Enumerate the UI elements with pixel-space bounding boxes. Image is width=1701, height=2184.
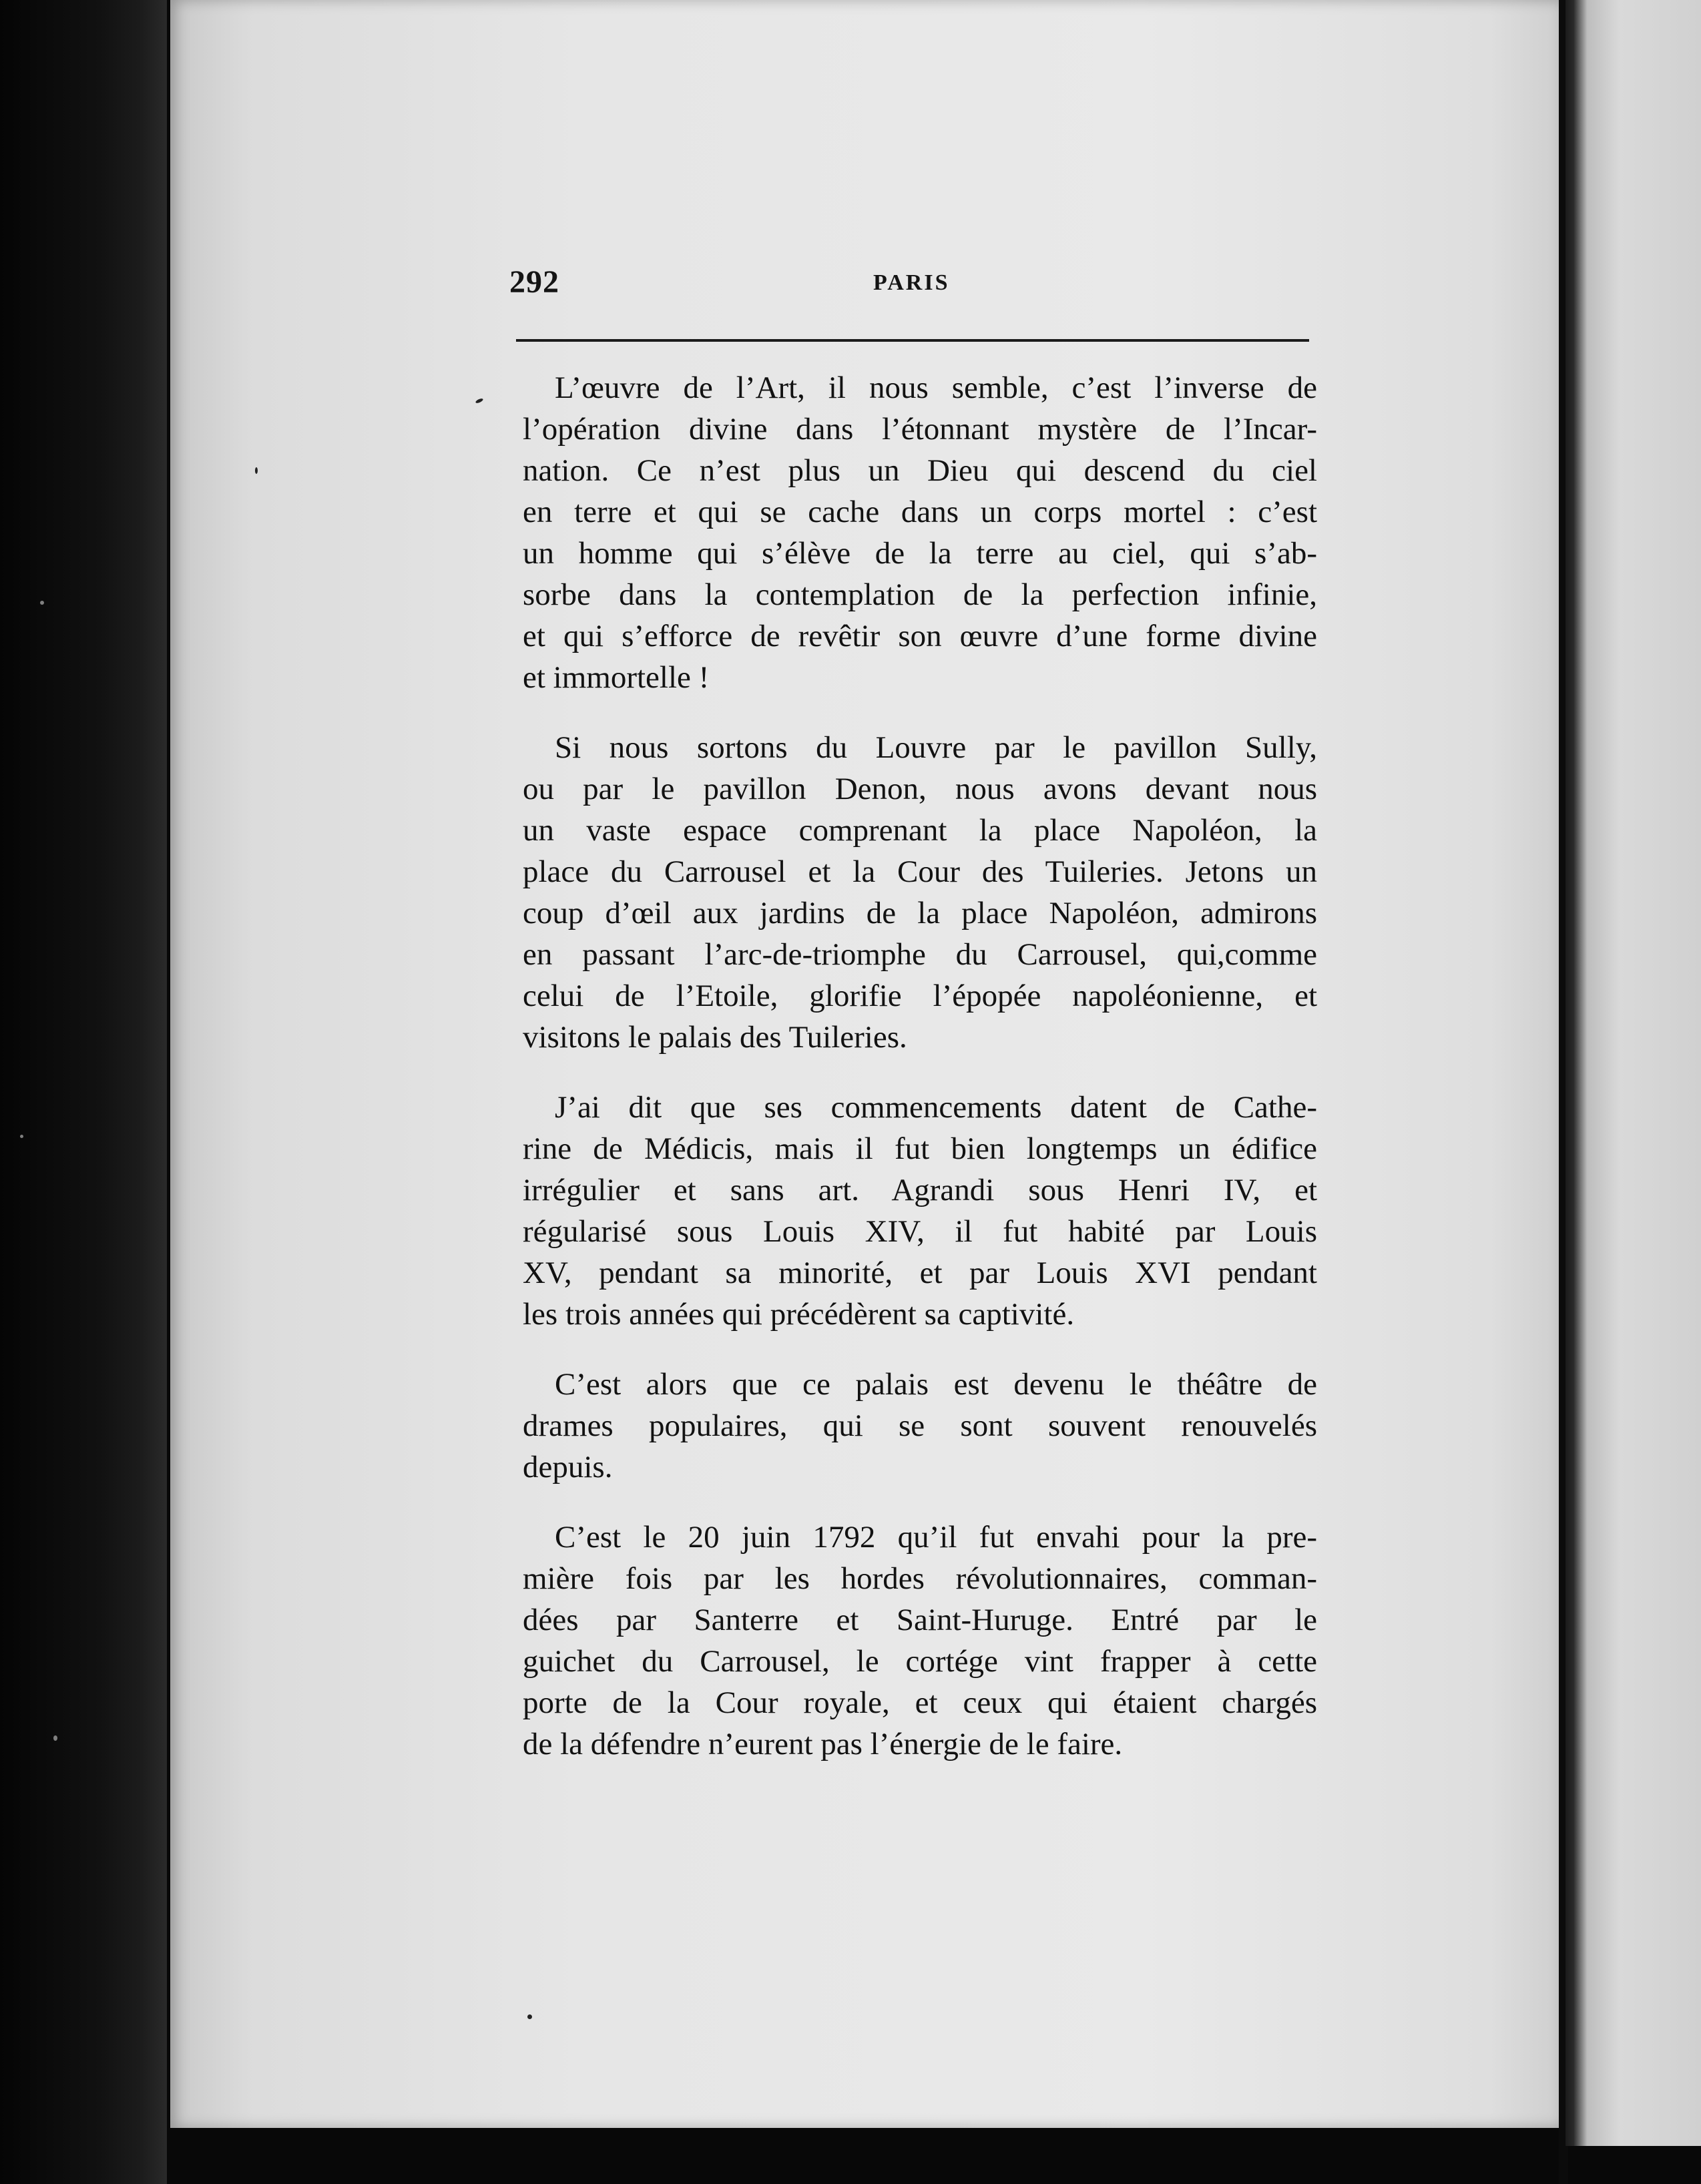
text-line: C’est alors que ce palais est devenu le théâtre de xyxy=(555,1367,1317,1402)
paragraph xyxy=(523,1517,1317,1765)
text-line: mière fois par les hordes révolutionnaires, comman- xyxy=(523,1561,1317,1596)
body-text xyxy=(523,367,1317,1765)
text-line: sorbe dans la contemplation de la perfection infinie, xyxy=(523,577,1317,612)
paragraph xyxy=(523,367,1317,698)
text-line: C’est le 20 juin 1792 qu’il fut envahi pour la pre- xyxy=(555,1520,1317,1555)
text-line: les trois années qui précédèrent sa captivité. xyxy=(523,1297,1075,1332)
text-line: drames populaires, qui se sont souvent renouvelés xyxy=(523,1408,1317,1443)
text-line: Si nous sortons du Louvre par le pavillon Sully, xyxy=(555,730,1317,765)
text-line: l’opération divine dans l’étonnant mystère de l’Incar- xyxy=(523,412,1317,447)
text-line: en terre et qui se cache dans un corps mortel : c’est xyxy=(523,495,1317,529)
text-line: J’ai dit que ses commencements datent de Cathe- xyxy=(555,1090,1317,1125)
scan-speck xyxy=(40,601,44,605)
text-line: guichet du Carrousel, le cortége vint frapper à cette xyxy=(523,1644,1317,1679)
text-line: coup d’œil aux jardins de la place Napoléon, admirons xyxy=(523,896,1317,930)
running-head xyxy=(509,264,1310,310)
text-line: XV, pendant sa minorité, et par Louis XVI pendant xyxy=(523,1256,1317,1290)
text-line: nation. Ce n’est plus un Dieu qui descend du ciel xyxy=(523,453,1317,488)
scan-speck xyxy=(53,1735,57,1741)
text-line: et immortelle ! xyxy=(523,660,710,695)
text-line: porte de la Cour royale, et ceux qui étaient chargés xyxy=(523,1685,1317,1720)
scan-speck xyxy=(20,1135,23,1138)
header-rule xyxy=(516,339,1309,342)
paragraph xyxy=(523,1364,1317,1488)
text-line: et qui s’efforce de revêtir son œuvre d’une forme divine xyxy=(523,619,1317,653)
text-line: place du Carrousel et la Cour des Tuileries. Jetons un xyxy=(523,854,1317,889)
text-line: un homme qui s’élève de la terre au ciel, qui s’ab- xyxy=(523,536,1317,571)
page-number: 292 xyxy=(509,264,559,300)
text-line: un vaste espace comprenant la place Napoléon, la xyxy=(523,813,1317,848)
paragraph xyxy=(523,1087,1317,1335)
text-line: ou par le pavillon Denon, nous avons devant nous xyxy=(523,772,1317,806)
text-line: rine de Médicis, mais il fut bien longtemps un édifice xyxy=(523,1131,1317,1166)
text-line: depuis. xyxy=(523,1450,613,1484)
ink-speck xyxy=(255,467,258,474)
text-line: L’œuvre de l’Art, il nous semble, c’est l’inverse de xyxy=(555,370,1317,405)
text-line: régularisé sous Louis XIV, il fut habité par Louis xyxy=(523,1214,1317,1249)
facing-page-edge xyxy=(1565,0,1701,2146)
book-binding-edge xyxy=(0,0,167,2184)
running-title: PARIS xyxy=(873,270,950,295)
text-line: celui de l’Etoile, glorifie l’épopée napoléonienne, et xyxy=(523,979,1317,1013)
text-line: dées par Santerre et Saint-Huruge. Entré par le xyxy=(523,1603,1317,1637)
ink-speck xyxy=(527,2014,532,2019)
text-line: en passant l’arc-de-triomphe du Carrousel, qui,comme xyxy=(523,937,1317,972)
text-line: visitons le palais des Tuileries. xyxy=(523,1020,907,1055)
text-line: irrégulier et sans art. Agrandi sous Henri IV, et xyxy=(523,1173,1317,1207)
text-line: de la défendre n’eurent pas l’énergie de le faire. xyxy=(523,1727,1123,1761)
paragraph xyxy=(523,727,1317,1058)
